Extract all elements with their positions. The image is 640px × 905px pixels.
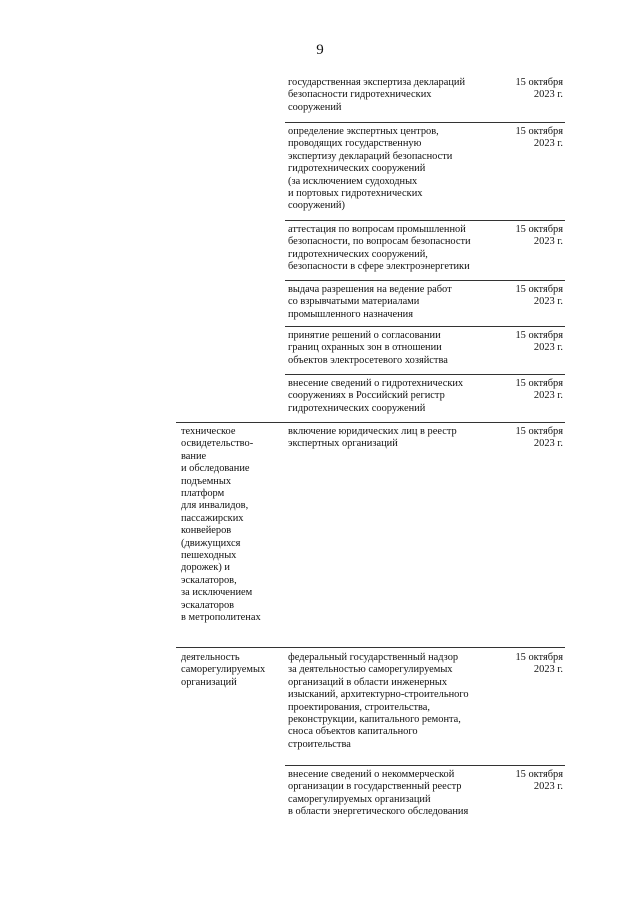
activity-cell: выдача разрешения на ведение работ со взрывчатыми материалами промышленного назначения — [288, 284, 452, 320]
row-divider — [285, 122, 565, 123]
row-divider — [285, 765, 565, 766]
date-cell: 15 октября 2023 г. — [515, 126, 563, 150]
activity-cell: государственная экспертиза деклараций безопасности гидротехнических сооружений — [288, 77, 466, 113]
activity-cell: принятие решений о согласовании границ охранных зон в отношении объектов электросетевого хозяйства — [288, 330, 448, 366]
date-cell: 15 октября 2023 г. — [515, 284, 563, 308]
date-cell: 15 октября 2023 г. — [515, 378, 563, 402]
row-divider — [176, 647, 565, 648]
activity-cell: внесение сведений о некоммерческой организации в государственный реестр саморегулируемых организаций в области энергетического обследования — [288, 769, 469, 818]
row-divider — [285, 326, 565, 327]
row-divider — [285, 280, 565, 281]
activity-cell: аттестация по вопросам промышленной безопасности, по вопросам безопасности гидротехнических сооружений, безопасности в сфере электроэнергетики — [288, 224, 471, 273]
page-number: 9 — [316, 42, 324, 58]
date-cell: 15 октября 2023 г. — [515, 224, 563, 248]
activity-cell: федеральный государственный надзор за деятельностью саморегулируемых организаций в области инженерных изысканий, архитектурно-строительного проектирования, строительства, реконструкции, капитального ремонта, сноса объектов капитального строительства — [288, 652, 469, 750]
row-divider — [285, 220, 565, 221]
activity-cell: включение юридических лиц в реестр экспертных организаций — [288, 426, 457, 450]
category-cell: техническое освидетельство- вание и обследование подъемных платформ для инвалидов, пассажирских конвейеров (движущихся пешеходных дорожек) и эскалаторов, за исключением эскалаторов в метрополитенах — [181, 426, 261, 624]
row-divider — [285, 374, 565, 375]
date-cell: 15 октября 2023 г. — [515, 330, 563, 354]
date-cell: 15 октября 2023 г. — [515, 77, 563, 101]
activity-cell: определение экспертных центров, проводящих государственную экспертизу деклараций безопасности гидротехнических сооружений (за исключением судоходных и портовых гидротехнических сооружений) — [288, 126, 453, 212]
activity-cell: внесение сведений о гидротехнических сооружениях в Российский регистр гидротехнических сооружений — [288, 378, 464, 414]
date-cell: 15 октября 2023 г. — [515, 769, 563, 793]
date-cell: 15 октября 2023 г. — [515, 652, 563, 676]
row-divider — [176, 422, 565, 423]
date-cell: 15 октября 2023 г. — [515, 426, 563, 450]
category-cell: деятельность саморегулируемых организаций — [181, 652, 266, 688]
